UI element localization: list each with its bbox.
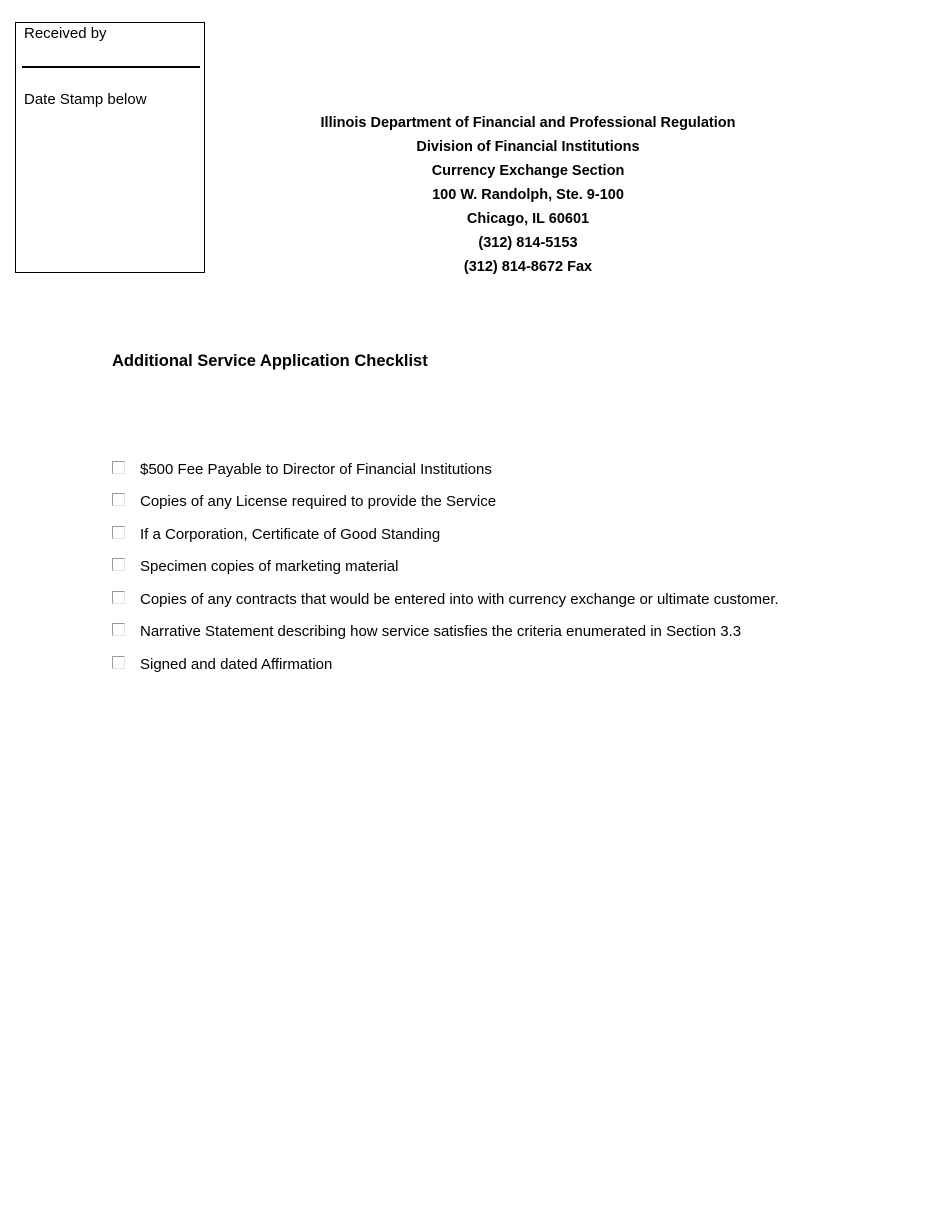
checklist-item-good-standing <box>112 518 779 551</box>
checklist-item-label: $500 Fee Payable to Director of Financial Institutions <box>140 460 492 478</box>
header-fax: (312) 814-8672 Fax <box>463 259 593 275</box>
checkbox[interactable] <box>112 656 125 669</box>
header-division-name: Division of Financial Institutions <box>416 139 640 155</box>
checklist-title: Additional Service Application Checklist <box>112 352 428 370</box>
checklist-item-affirmation <box>112 648 779 681</box>
header-phone: (312) 814-5153 <box>478 235 578 251</box>
date-stamp-label: Date Stamp below <box>24 91 147 108</box>
header-section-name: Currency Exchange Section <box>431 163 625 179</box>
received-by-stamp-box <box>15 22 205 273</box>
checkbox[interactable] <box>112 558 125 571</box>
received-by-signature-line <box>22 66 200 68</box>
received-by-label: Received by <box>24 25 107 42</box>
checklist-item-label: Narrative Statement describing how service satisfies the criteria enumerated in Section 3.3 <box>140 623 742 641</box>
checklist-item-label: If a Corporation, Certificate of Good Standing <box>140 525 441 543</box>
checklist-item-narrative-statement <box>112 616 779 649</box>
checklist-item-label: Copies of any contracts that would be entered into with currency exchange or ultimate customer. <box>140 590 779 608</box>
checklist-item-label: Specimen copies of marketing material <box>140 558 399 576</box>
checklist-item-label: Copies of any License required to provide the Service <box>140 493 497 511</box>
header-street-address: 100 W. Randolph, Ste. 9-100 <box>432 187 624 203</box>
checkbox[interactable] <box>112 591 125 604</box>
checkbox[interactable] <box>112 526 125 539</box>
application-checklist <box>112 453 779 681</box>
header-department-name: Illinois Department of Financial and Professional Regulation <box>320 115 736 131</box>
checklist-item-label: Signed and dated Affirmation <box>140 655 333 673</box>
checkbox[interactable] <box>112 623 125 636</box>
checklist-item-contracts <box>112 583 779 616</box>
checklist-item-license-copies <box>112 486 779 519</box>
checkbox[interactable] <box>112 461 125 474</box>
header-city-state-zip: Chicago, IL 60601 <box>466 211 590 227</box>
department-address-header <box>258 111 798 279</box>
checkbox[interactable] <box>112 493 125 506</box>
checklist-item-marketing-material <box>112 551 779 584</box>
checklist-item-fee <box>112 453 779 486</box>
